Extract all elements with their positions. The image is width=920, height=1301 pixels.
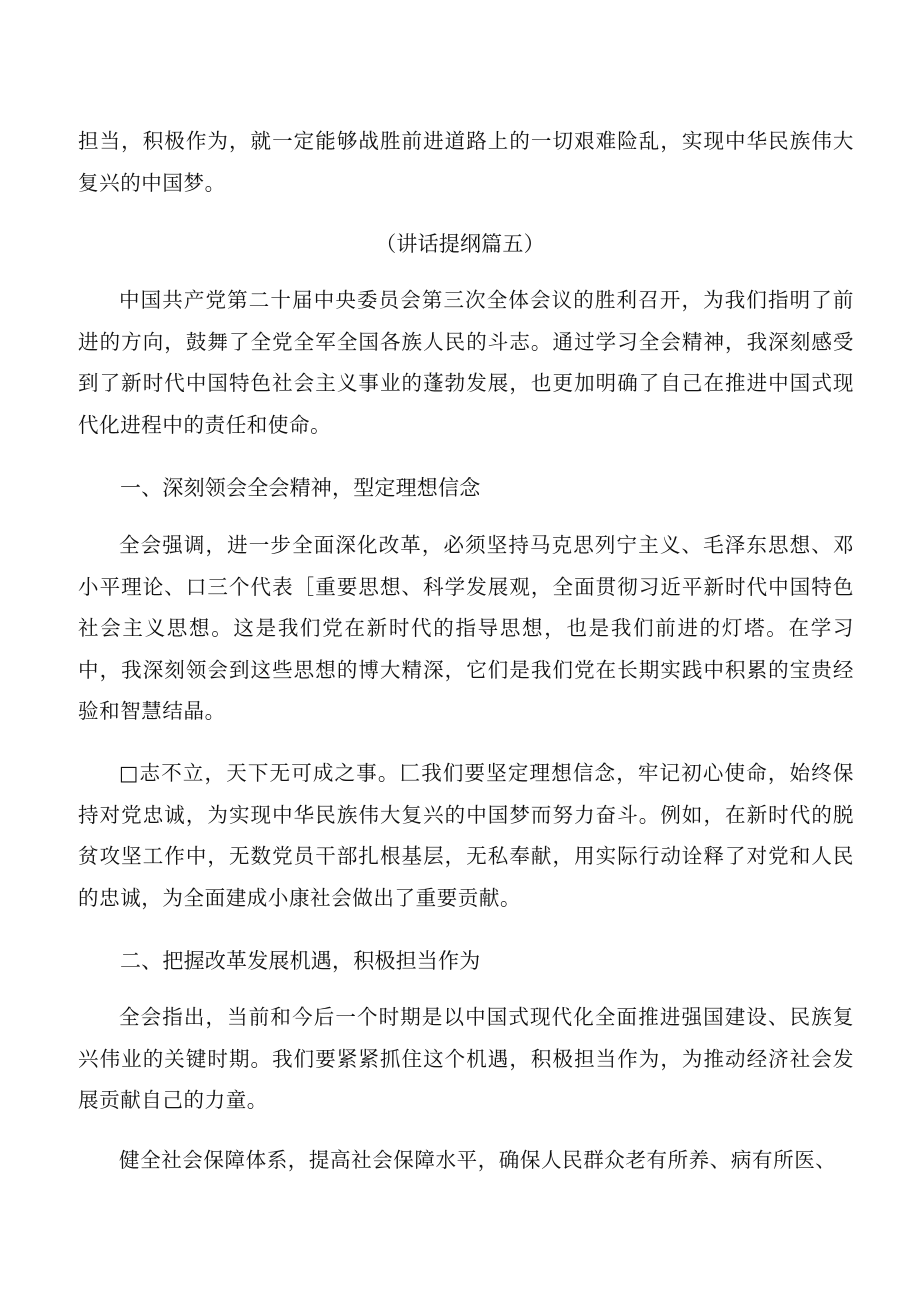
section-heading-1: 一、深刻领会全会精神，型定理想信念 xyxy=(120,476,481,500)
paragraph-4: 全会指出，当前和今后一个时期是以中国式现代化全面推进强国建设、民族复兴伟业的关键时期。我们要紧紧抓住这个机遇，积极担当作为，为推动经济社会发展贡献自己的力童。 xyxy=(78,1005,854,1112)
paragraph-5: 健全社会保障体系，提高社会保障水平，确保人民群众老有所养、病有所医、 xyxy=(119,1148,837,1172)
paragraph-1: 中国共产党第二十届中央委员会第三次全体会议的胜利召开，为我们指明了前进的方向，鼓舞了全党全军全国各族人民的斗志。通过学习全会精神，我深刻感受到了新时代中国特色社会主义事业的蓬勃发展，也更加明确了自己在推进中国式现代化进程中的责任和使命。 xyxy=(78,288,854,437)
intro-paragraph: 担当，积极作为，就一定能够战胜前进道路上的一切艰难险乱，实现中华民族伟大复兴的中国梦。 xyxy=(78,129,854,195)
paragraph-3: □志不立，天下无可成之事。匚我们要坚定理想信念，牢记初心使命，始终保持对党忠诚，为实现中华民族伟大复兴的中国梦而努力奋斗。例如，在新时代的脱贫攻坚工作中，无数党员干部扎根基层，无私奉献，用实际行动诠释了对党和人民的忠诚，为全面建成小康社会做出了重要贡献。 xyxy=(78,761,854,910)
section-heading-2: 二、把握改革发展机遇，积极担当作为 xyxy=(120,949,481,973)
page-title: （讲话提纲篇五） xyxy=(375,232,545,256)
paragraph-2: 全会强调，进一步全面深化改革，必须坚持马克思列宁主义、毛泽东思想、邓小平理论、口三个代表［重要思想、科学发展观，全面贯彻习近平新时代中国特色社会主义思想。这是我们党在新时代的指导思想，也是我们前进的灯塔。在学习中，我深刻领会到这些思想的博大精深，它们是我们党在长期实践中积累的宝贵经验和智慧结晶。 xyxy=(78,533,854,723)
